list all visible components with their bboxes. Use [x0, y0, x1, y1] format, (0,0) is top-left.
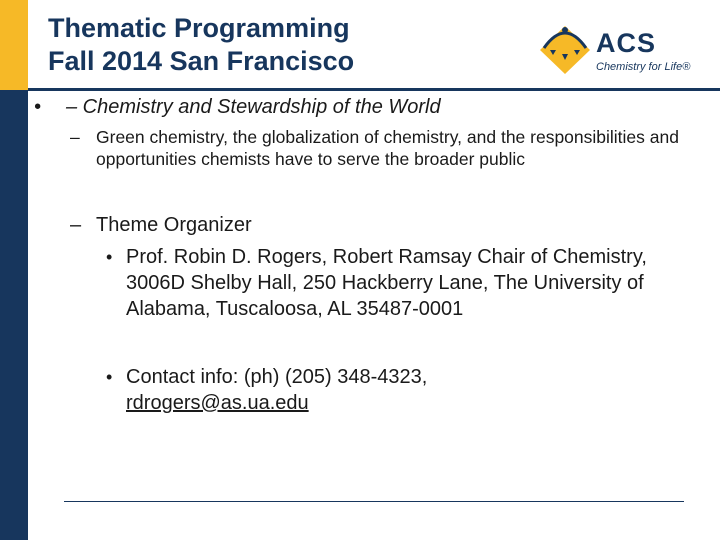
bullet-organizer-text: Theme Organizer — [96, 214, 252, 236]
bullet-marker: • — [34, 96, 42, 118]
bullet-contact-text — [126, 364, 710, 416]
bullet-marker: • — [106, 367, 113, 387]
title-line-2: Fall 2014 San Francisco — [48, 46, 355, 76]
bullet-marker: • — [106, 247, 113, 267]
footer-divider — [64, 501, 684, 502]
bullet-main — [34, 94, 441, 120]
bullet-contact — [106, 364, 710, 416]
bullet-organizer-detail-text: Prof. Robin D. Rogers, Robert Ramsay Chair of Chemistry, 3006D Shelby Hall, 250 Hackberry Lane, The University of Alabama, Tuscaloosa, AL 35487-0001 — [126, 246, 647, 320]
dash-marker: – — [70, 127, 80, 147]
dash-marker: – — [70, 214, 82, 236]
bullet-organizer — [70, 212, 252, 238]
contact-phone: Contact info: (ph) (205) 348-4323, — [126, 366, 428, 388]
acs-emblem-icon — [536, 20, 594, 82]
slide-title — [48, 12, 354, 78]
bullet-description — [70, 126, 710, 170]
contact-email-link[interactable]: rdrogers@as.ua.edu — [126, 392, 309, 414]
acs-logo — [536, 20, 696, 82]
title-divider — [28, 88, 720, 91]
left-gold-block — [0, 0, 28, 90]
logo-wordmark: ACS — [596, 28, 657, 58]
bullet-main-text: – Chemistry and Stewardship of the World — [66, 96, 441, 118]
bullet-organizer-detail — [106, 244, 710, 322]
title-line-1: Thematic Programming — [48, 13, 350, 43]
logo-tagline: Chemistry for Life® — [596, 61, 691, 73]
bullet-description-text: Green chemistry, the globalization of chemistry, and the responsibilities and opportunities chemists have to serve the broader public — [96, 127, 679, 169]
